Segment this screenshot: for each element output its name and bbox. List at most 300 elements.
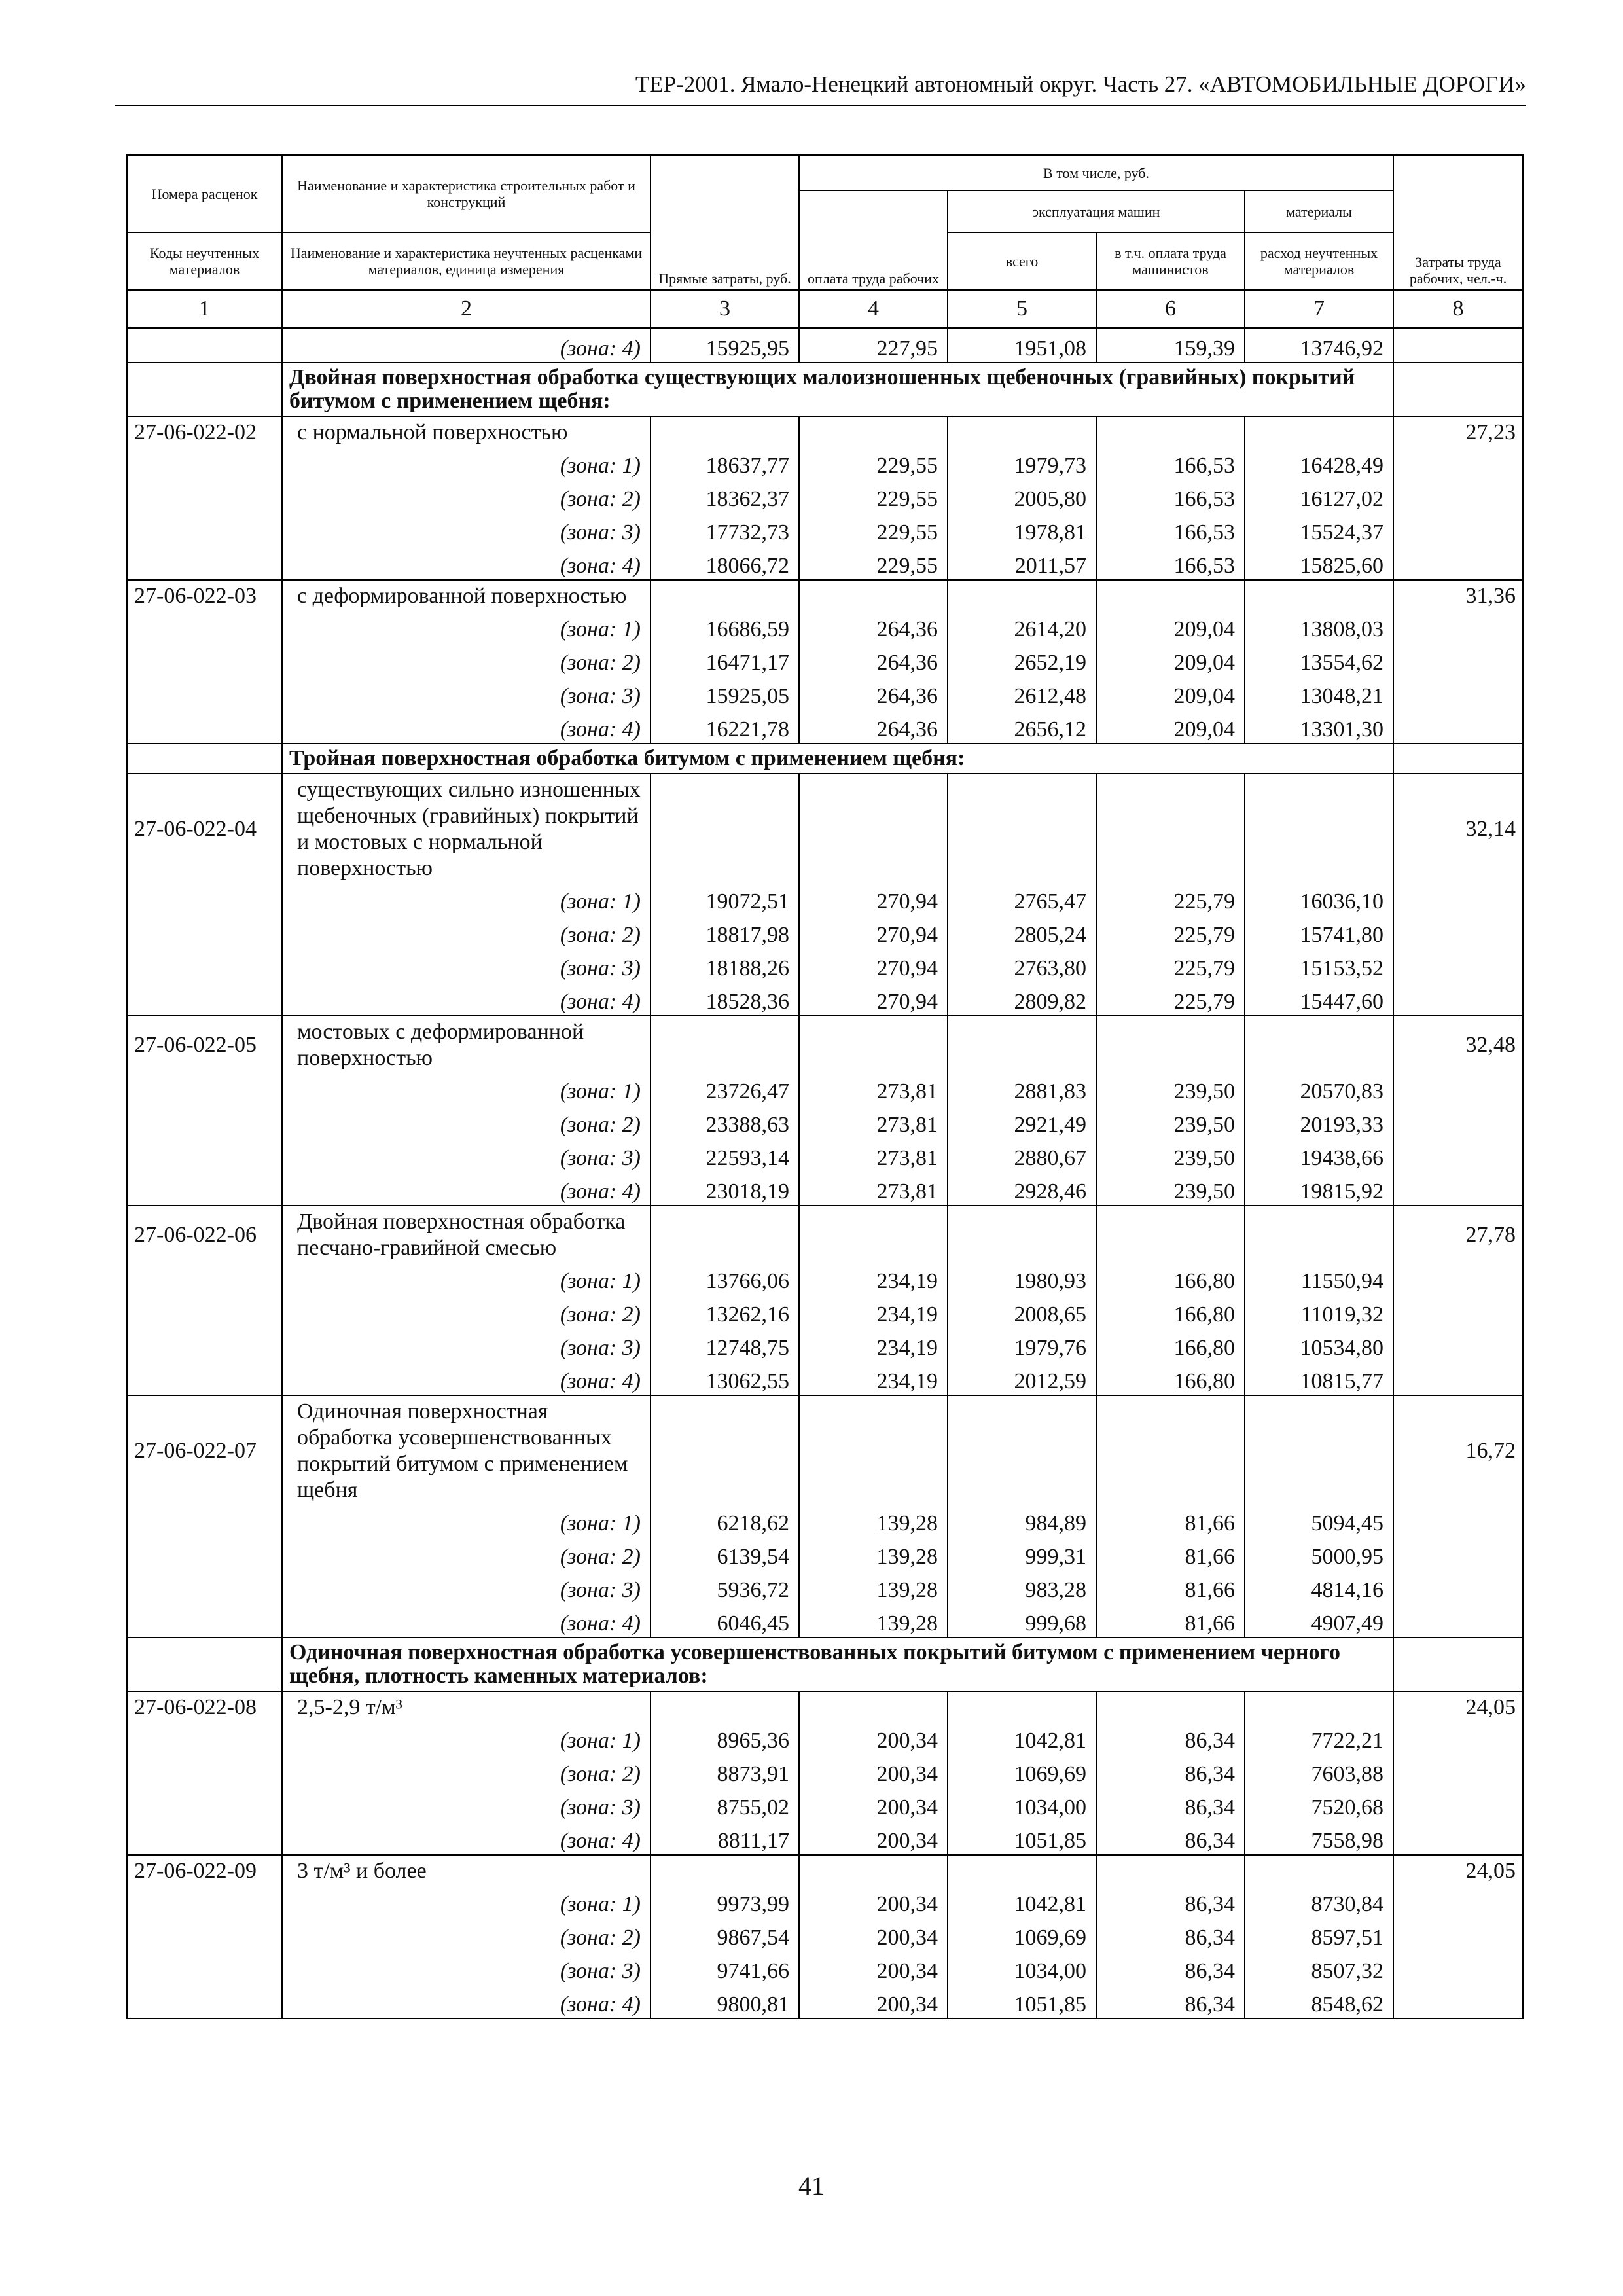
empty-cell bbox=[948, 1691, 1096, 1721]
empty-cell bbox=[1393, 1951, 1523, 1984]
empty-cell bbox=[799, 1855, 948, 1884]
value-cell: 86,34 bbox=[1096, 1884, 1245, 1918]
value-cell: 1034,00 bbox=[948, 1951, 1096, 1984]
value-cell: 86,34 bbox=[1096, 1821, 1245, 1855]
col8-header: Затраты труда рабочих, чел.-ч. bbox=[1393, 155, 1523, 290]
empty-cell bbox=[1393, 1604, 1523, 1638]
zone-label: (зона: 4) bbox=[282, 546, 651, 580]
value-cell: 273,81 bbox=[799, 1105, 948, 1138]
value-cell: 4907,49 bbox=[1245, 1604, 1393, 1638]
value-cell: 13746,92 bbox=[1245, 328, 1393, 363]
value-cell: 270,94 bbox=[799, 915, 948, 948]
value-cell: 9973,99 bbox=[651, 1884, 799, 1918]
value-cell: 166,53 bbox=[1096, 479, 1245, 512]
value-cell: 229,55 bbox=[799, 446, 948, 479]
value-cell: 11019,32 bbox=[1245, 1295, 1393, 1328]
value-cell: 81,66 bbox=[1096, 1537, 1245, 1570]
empty-cell bbox=[1393, 744, 1523, 774]
value-cell: 5094,45 bbox=[1245, 1503, 1393, 1537]
empty-cell bbox=[127, 1951, 282, 1984]
value-cell: 81,66 bbox=[1096, 1604, 1245, 1638]
empty-cell bbox=[1096, 1855, 1245, 1884]
empty-cell bbox=[127, 609, 282, 643]
value-cell: 86,34 bbox=[1096, 1918, 1245, 1951]
rate-name: 3 т/м³ и более bbox=[282, 1855, 651, 1884]
value-cell: 7558,98 bbox=[1245, 1821, 1393, 1855]
empty-cell bbox=[651, 1855, 799, 1884]
value-cell: 8548,62 bbox=[1245, 1984, 1393, 2018]
value-cell: 8811,17 bbox=[651, 1821, 799, 1855]
empty-cell bbox=[127, 676, 282, 709]
empty-cell bbox=[127, 1503, 282, 1537]
value-cell: 200,34 bbox=[799, 1754, 948, 1787]
value-cell: 2008,65 bbox=[948, 1295, 1096, 1328]
value-cell: 2928,46 bbox=[948, 1172, 1096, 1206]
value-cell: 273,81 bbox=[799, 1138, 948, 1172]
rate-name: 2,5-2,9 т/м³ bbox=[282, 1691, 651, 1721]
value-cell: 19072,51 bbox=[651, 882, 799, 915]
value-cell: 225,79 bbox=[1096, 982, 1245, 1016]
zone-row bbox=[127, 1918, 1523, 1951]
zone-label: (зона: 2) bbox=[282, 1105, 651, 1138]
zone-row bbox=[127, 1721, 1523, 1754]
empty-cell bbox=[1393, 1984, 1523, 2018]
empty-cell bbox=[1393, 328, 1523, 363]
value-cell: 1069,69 bbox=[948, 1754, 1096, 1787]
empty-cell bbox=[127, 1604, 282, 1638]
rate-name: Одиночная поверхностная обработка усовершенствованных покрытий битумом с применением щебня bbox=[282, 1395, 651, 1503]
zone-label: (зона: 2) bbox=[282, 479, 651, 512]
column-number: 1 bbox=[127, 290, 282, 328]
zone-row bbox=[127, 546, 1523, 580]
value-cell: 19438,66 bbox=[1245, 1138, 1393, 1172]
value-cell: 166,53 bbox=[1096, 512, 1245, 546]
zone-row bbox=[127, 709, 1523, 744]
value-cell: 2614,20 bbox=[948, 609, 1096, 643]
empty-cell bbox=[948, 416, 1096, 446]
value-cell: 2656,12 bbox=[948, 709, 1096, 744]
empty-cell bbox=[127, 546, 282, 580]
value-cell: 1051,85 bbox=[948, 1821, 1096, 1855]
value-cell: 15524,37 bbox=[1245, 512, 1393, 546]
value-cell: 86,34 bbox=[1096, 1787, 1245, 1821]
value-cell: 6139,54 bbox=[651, 1537, 799, 1570]
value-cell: 18637,77 bbox=[651, 446, 799, 479]
zone-row bbox=[127, 1884, 1523, 1918]
value-cell: 1979,76 bbox=[948, 1328, 1096, 1361]
value-cell: 273,81 bbox=[799, 1071, 948, 1105]
empty-cell bbox=[1245, 580, 1393, 609]
value-cell: 4814,16 bbox=[1245, 1570, 1393, 1604]
empty-cell bbox=[1096, 1395, 1245, 1503]
rate-name: с деформированной поверхностью bbox=[282, 580, 651, 609]
rate-row bbox=[127, 416, 1523, 446]
zone-label: (зона: 2) bbox=[282, 1754, 651, 1787]
value-cell: 86,34 bbox=[1096, 1984, 1245, 2018]
zone-label: (зона: 1) bbox=[282, 1884, 651, 1918]
empty-cell bbox=[127, 1754, 282, 1787]
zone-label: (зона: 2) bbox=[282, 1295, 651, 1328]
value-cell: 2612,48 bbox=[948, 676, 1096, 709]
rate-row bbox=[127, 1395, 1523, 1503]
empty-cell bbox=[1096, 774, 1245, 882]
empty-cell bbox=[1096, 1016, 1245, 1071]
empty-cell bbox=[1393, 1537, 1523, 1570]
value-cell: 999,68 bbox=[948, 1604, 1096, 1638]
value-cell: 13048,21 bbox=[1245, 676, 1393, 709]
empty-cell bbox=[1096, 416, 1245, 446]
empty-cell bbox=[1245, 1691, 1393, 1721]
value-cell: 18066,72 bbox=[651, 546, 799, 580]
value-cell: 11550,94 bbox=[1245, 1261, 1393, 1295]
labor-cost: 32,14 bbox=[1393, 774, 1523, 882]
value-cell: 18362,37 bbox=[651, 479, 799, 512]
rate-code: 27-06-022-03 bbox=[127, 580, 282, 609]
empty-cell bbox=[1393, 1261, 1523, 1295]
value-cell: 225,79 bbox=[1096, 915, 1245, 948]
value-cell: 264,36 bbox=[799, 609, 948, 643]
value-cell: 16428,49 bbox=[1245, 446, 1393, 479]
value-cell: 234,19 bbox=[799, 1261, 948, 1295]
value-cell: 20570,83 bbox=[1245, 1071, 1393, 1105]
empty-cell bbox=[1393, 1328, 1523, 1361]
value-cell: 264,36 bbox=[799, 643, 948, 676]
empty-cell bbox=[1393, 982, 1523, 1016]
zone-row bbox=[127, 982, 1523, 1016]
zone-label: (зона: 1) bbox=[282, 1503, 651, 1537]
value-cell: 18528,36 bbox=[651, 982, 799, 1016]
empty-cell bbox=[948, 1855, 1096, 1884]
empty-cell bbox=[127, 709, 282, 744]
col2-header-a: Наименование и характеристика строительных работ и конструкций bbox=[282, 155, 651, 232]
zone-label: (зона: 1) bbox=[282, 882, 651, 915]
value-cell: 13554,62 bbox=[1245, 643, 1393, 676]
value-cell: 15925,95 bbox=[651, 328, 799, 363]
zone-label: (зона: 4) bbox=[282, 1172, 651, 1206]
rate-row bbox=[127, 774, 1523, 882]
value-cell: 273,81 bbox=[799, 1172, 948, 1206]
value-cell: 15447,60 bbox=[1245, 982, 1393, 1016]
value-cell: 15925,05 bbox=[651, 676, 799, 709]
empty-cell bbox=[1393, 1172, 1523, 1206]
value-cell: 234,19 bbox=[799, 1328, 948, 1361]
empty-cell bbox=[127, 1537, 282, 1570]
rate-row bbox=[127, 1691, 1523, 1721]
value-cell: 13062,55 bbox=[651, 1361, 799, 1395]
value-cell: 2765,47 bbox=[948, 882, 1096, 915]
rate-code: 27-06-022-04 bbox=[127, 774, 282, 882]
value-cell: 1951,08 bbox=[948, 328, 1096, 363]
value-cell: 139,28 bbox=[799, 1537, 948, 1570]
empty-cell bbox=[1245, 416, 1393, 446]
rate-code: 27-06-022-02 bbox=[127, 416, 282, 446]
zone-row bbox=[127, 882, 1523, 915]
zone-row bbox=[127, 643, 1523, 676]
incl-header: В том числе, руб. bbox=[799, 155, 1393, 190]
zone-row bbox=[127, 446, 1523, 479]
empty-cell bbox=[127, 1638, 282, 1691]
value-cell: 6046,45 bbox=[651, 1604, 799, 1638]
value-cell: 209,04 bbox=[1096, 609, 1245, 643]
value-cell: 139,28 bbox=[799, 1503, 948, 1537]
value-cell: 229,55 bbox=[799, 546, 948, 580]
zone-row bbox=[127, 1951, 1523, 1984]
value-cell: 6218,62 bbox=[651, 1503, 799, 1537]
value-cell: 81,66 bbox=[1096, 1503, 1245, 1537]
labor-cost: 16,72 bbox=[1393, 1395, 1523, 1503]
empty-cell bbox=[1393, 1884, 1523, 1918]
zone-label: (зона: 3) bbox=[282, 1787, 651, 1821]
section-row bbox=[127, 1638, 1523, 1691]
empty-cell bbox=[1245, 1395, 1393, 1503]
labor-cost: 32,48 bbox=[1393, 1016, 1523, 1071]
value-cell: 166,80 bbox=[1096, 1328, 1245, 1361]
value-cell: 7603,88 bbox=[1245, 1754, 1393, 1787]
zone-row bbox=[127, 948, 1523, 982]
value-cell: 18188,26 bbox=[651, 948, 799, 982]
empty-cell bbox=[127, 1138, 282, 1172]
value-cell: 81,66 bbox=[1096, 1570, 1245, 1604]
value-cell: 200,34 bbox=[799, 1951, 948, 1984]
empty-cell bbox=[948, 1016, 1096, 1071]
zone-label: (зона: 1) bbox=[282, 446, 651, 479]
value-cell: 23726,47 bbox=[651, 1071, 799, 1105]
empty-cell bbox=[127, 1172, 282, 1206]
value-cell: 264,36 bbox=[799, 676, 948, 709]
value-cell: 8730,84 bbox=[1245, 1884, 1393, 1918]
col7-header: расход неучтенных материалов bbox=[1245, 232, 1393, 290]
section-title: Тройная поверхностная обработка битумом с применением щебня: bbox=[282, 744, 1393, 774]
materials-header: материалы bbox=[1245, 190, 1393, 232]
empty-cell bbox=[1245, 1016, 1393, 1071]
empty-cell bbox=[1393, 1918, 1523, 1951]
zone-row bbox=[127, 1754, 1523, 1787]
empty-cell bbox=[1245, 774, 1393, 882]
rate-row bbox=[127, 1016, 1523, 1071]
empty-cell bbox=[127, 1984, 282, 2018]
value-cell: 2011,57 bbox=[948, 546, 1096, 580]
value-cell: 2805,24 bbox=[948, 915, 1096, 948]
empty-cell bbox=[127, 1295, 282, 1328]
empty-cell bbox=[799, 1016, 948, 1071]
value-cell: 13766,06 bbox=[651, 1261, 799, 1295]
value-cell: 7520,68 bbox=[1245, 1787, 1393, 1821]
empty-cell bbox=[1393, 1787, 1523, 1821]
value-cell: 200,34 bbox=[799, 1821, 948, 1855]
empty-cell bbox=[1393, 609, 1523, 643]
column-number: 7 bbox=[1245, 290, 1393, 328]
empty-cell bbox=[1096, 1691, 1245, 1721]
zone-row bbox=[127, 1138, 1523, 1172]
value-cell: 10534,80 bbox=[1245, 1328, 1393, 1361]
zone-row bbox=[127, 915, 1523, 948]
zone-label: (зона: 4) bbox=[282, 1361, 651, 1395]
rate-name: мостовых с деформированной поверхностью bbox=[282, 1016, 651, 1071]
zone-label: (зона: 3) bbox=[282, 948, 651, 982]
section-title: Одиночная поверхностная обработка усовершенствованных покрытий битумом с применением черного щебня, плотность каменных материалов: bbox=[282, 1638, 1393, 1691]
value-cell: 8965,36 bbox=[651, 1721, 799, 1754]
zone-row bbox=[127, 1503, 1523, 1537]
empty-cell bbox=[1393, 363, 1523, 416]
zone-row bbox=[127, 1821, 1523, 1855]
empty-cell bbox=[127, 1105, 282, 1138]
empty-cell bbox=[1393, 546, 1523, 580]
empty-cell bbox=[127, 328, 282, 363]
zone-row bbox=[127, 609, 1523, 643]
zone-label: (зона: 2) bbox=[282, 643, 651, 676]
empty-cell bbox=[1096, 1206, 1245, 1261]
empty-cell bbox=[127, 446, 282, 479]
zone-label: (зона: 4) bbox=[282, 1984, 651, 2018]
zone-label: (зона: 4) bbox=[282, 709, 651, 744]
value-cell: 1034,00 bbox=[948, 1787, 1096, 1821]
value-cell: 225,79 bbox=[1096, 882, 1245, 915]
value-cell: 166,80 bbox=[1096, 1361, 1245, 1395]
value-cell: 16686,59 bbox=[651, 609, 799, 643]
labor-cost: 27,78 bbox=[1393, 1206, 1523, 1261]
rate-name: с нормальной поверхностью bbox=[282, 416, 651, 446]
empty-cell bbox=[799, 1206, 948, 1261]
empty-cell bbox=[1393, 1138, 1523, 1172]
empty-cell bbox=[1393, 1754, 1523, 1787]
empty-cell bbox=[1393, 1361, 1523, 1395]
value-cell: 9741,66 bbox=[651, 1951, 799, 1984]
value-cell: 2012,59 bbox=[948, 1361, 1096, 1395]
empty-cell bbox=[127, 363, 282, 416]
labor-cost: 27,23 bbox=[1393, 416, 1523, 446]
empty-cell bbox=[651, 580, 799, 609]
rate-row bbox=[127, 580, 1523, 609]
empty-cell bbox=[1393, 1638, 1523, 1691]
value-cell: 12748,75 bbox=[651, 1328, 799, 1361]
value-cell: 2763,80 bbox=[948, 948, 1096, 982]
value-cell: 227,95 bbox=[799, 328, 948, 363]
zone-label: (зона: 1) bbox=[282, 609, 651, 643]
value-cell: 1980,93 bbox=[948, 1261, 1096, 1295]
empty-cell bbox=[127, 915, 282, 948]
zone-row bbox=[127, 1295, 1523, 1328]
column-number: 2 bbox=[282, 290, 651, 328]
value-cell: 20193,33 bbox=[1245, 1105, 1393, 1138]
value-cell: 16471,17 bbox=[651, 643, 799, 676]
column-numbers-row bbox=[127, 290, 1523, 328]
value-cell: 234,19 bbox=[799, 1295, 948, 1328]
zone-label: (зона: 2) bbox=[282, 915, 651, 948]
zone-row bbox=[127, 1105, 1523, 1138]
rate-code: 27-06-022-09 bbox=[127, 1855, 282, 1884]
value-cell: 209,04 bbox=[1096, 676, 1245, 709]
value-cell: 270,94 bbox=[799, 948, 948, 982]
value-cell: 16127,02 bbox=[1245, 479, 1393, 512]
empty-cell bbox=[127, 948, 282, 982]
empty-cell bbox=[1393, 1821, 1523, 1855]
zone-label: (зона: 2) bbox=[282, 1537, 651, 1570]
col6-header: в т.ч. оплата труда машинистов bbox=[1096, 232, 1245, 290]
value-cell: 229,55 bbox=[799, 512, 948, 546]
empty-cell bbox=[1393, 1295, 1523, 1328]
empty-cell bbox=[799, 774, 948, 882]
value-cell: 86,34 bbox=[1096, 1951, 1245, 1984]
value-cell: 1051,85 bbox=[948, 1984, 1096, 2018]
value-cell: 239,50 bbox=[1096, 1105, 1245, 1138]
empty-cell bbox=[1393, 643, 1523, 676]
value-cell: 13301,30 bbox=[1245, 709, 1393, 744]
rate-code: 27-06-022-08 bbox=[127, 1691, 282, 1721]
value-cell: 159,39 bbox=[1096, 328, 1245, 363]
value-cell: 86,34 bbox=[1096, 1721, 1245, 1754]
zone-row bbox=[127, 1172, 1523, 1206]
value-cell: 86,34 bbox=[1096, 1754, 1245, 1787]
empty-cell bbox=[1393, 1503, 1523, 1537]
empty-cell bbox=[948, 580, 1096, 609]
value-cell: 8755,02 bbox=[651, 1787, 799, 1821]
empty-cell bbox=[1245, 1855, 1393, 1884]
value-cell: 13262,16 bbox=[651, 1295, 799, 1328]
column-number: 8 bbox=[1393, 290, 1523, 328]
labor-cost: 24,05 bbox=[1393, 1855, 1523, 1884]
empty-cell bbox=[651, 1395, 799, 1503]
empty-cell bbox=[1393, 1071, 1523, 1105]
value-cell: 8597,51 bbox=[1245, 1918, 1393, 1951]
running-header: ТЕР-2001. Ямало-Ненецкий автономный округ. Часть 27. «АВТОМОБИЛЬНЫЕ ДОРОГИ» bbox=[635, 71, 1526, 97]
empty-cell bbox=[799, 580, 948, 609]
rate-code: 27-06-022-05 bbox=[127, 1016, 282, 1071]
col1-header-a: Номера расценок bbox=[127, 155, 282, 232]
value-cell: 166,80 bbox=[1096, 1295, 1245, 1328]
zone-label: (зона: 2) bbox=[282, 1918, 651, 1951]
value-cell: 229,55 bbox=[799, 479, 948, 512]
labor-cost: 24,05 bbox=[1393, 1691, 1523, 1721]
zone-row bbox=[127, 1361, 1523, 1395]
empty-cell bbox=[127, 1071, 282, 1105]
zone-row bbox=[127, 1328, 1523, 1361]
empty-cell bbox=[651, 1691, 799, 1721]
zone-label: (зона: 1) bbox=[282, 1071, 651, 1105]
zone-label: (зона: 3) bbox=[282, 676, 651, 709]
zone-row bbox=[127, 1537, 1523, 1570]
rate-code: 27-06-022-07 bbox=[127, 1395, 282, 1503]
value-cell: 270,94 bbox=[799, 882, 948, 915]
zone-label: (зона: 4) bbox=[282, 982, 651, 1016]
value-cell: 5936,72 bbox=[651, 1570, 799, 1604]
value-cell: 9867,54 bbox=[651, 1918, 799, 1951]
col4-header: оплата труда рабочих bbox=[799, 190, 948, 290]
zone-label: (зона: 1) bbox=[282, 1261, 651, 1295]
empty-cell bbox=[1393, 948, 1523, 982]
value-cell: 15825,60 bbox=[1245, 546, 1393, 580]
empty-cell bbox=[127, 1328, 282, 1361]
rate-code: 27-06-022-06 bbox=[127, 1206, 282, 1261]
zone-label: (зона: 1) bbox=[282, 1721, 651, 1754]
zone-label: (зона: 3) bbox=[282, 1138, 651, 1172]
empty-cell bbox=[127, 744, 282, 774]
rate-row bbox=[127, 1206, 1523, 1261]
table-body bbox=[127, 328, 1523, 2018]
column-number: 4 bbox=[799, 290, 948, 328]
value-cell: 1042,81 bbox=[948, 1884, 1096, 1918]
value-cell: 2921,49 bbox=[948, 1105, 1096, 1138]
value-cell: 22593,14 bbox=[651, 1138, 799, 1172]
value-cell: 7722,21 bbox=[1245, 1721, 1393, 1754]
empty-cell bbox=[127, 512, 282, 546]
zone-row bbox=[127, 1984, 1523, 2018]
value-cell: 200,34 bbox=[799, 1918, 948, 1951]
empty-cell bbox=[127, 1721, 282, 1754]
empty-cell bbox=[127, 1787, 282, 1821]
col3-header: Прямые затраты, руб. bbox=[651, 155, 799, 290]
empty-cell bbox=[651, 774, 799, 882]
section-row bbox=[127, 744, 1523, 774]
